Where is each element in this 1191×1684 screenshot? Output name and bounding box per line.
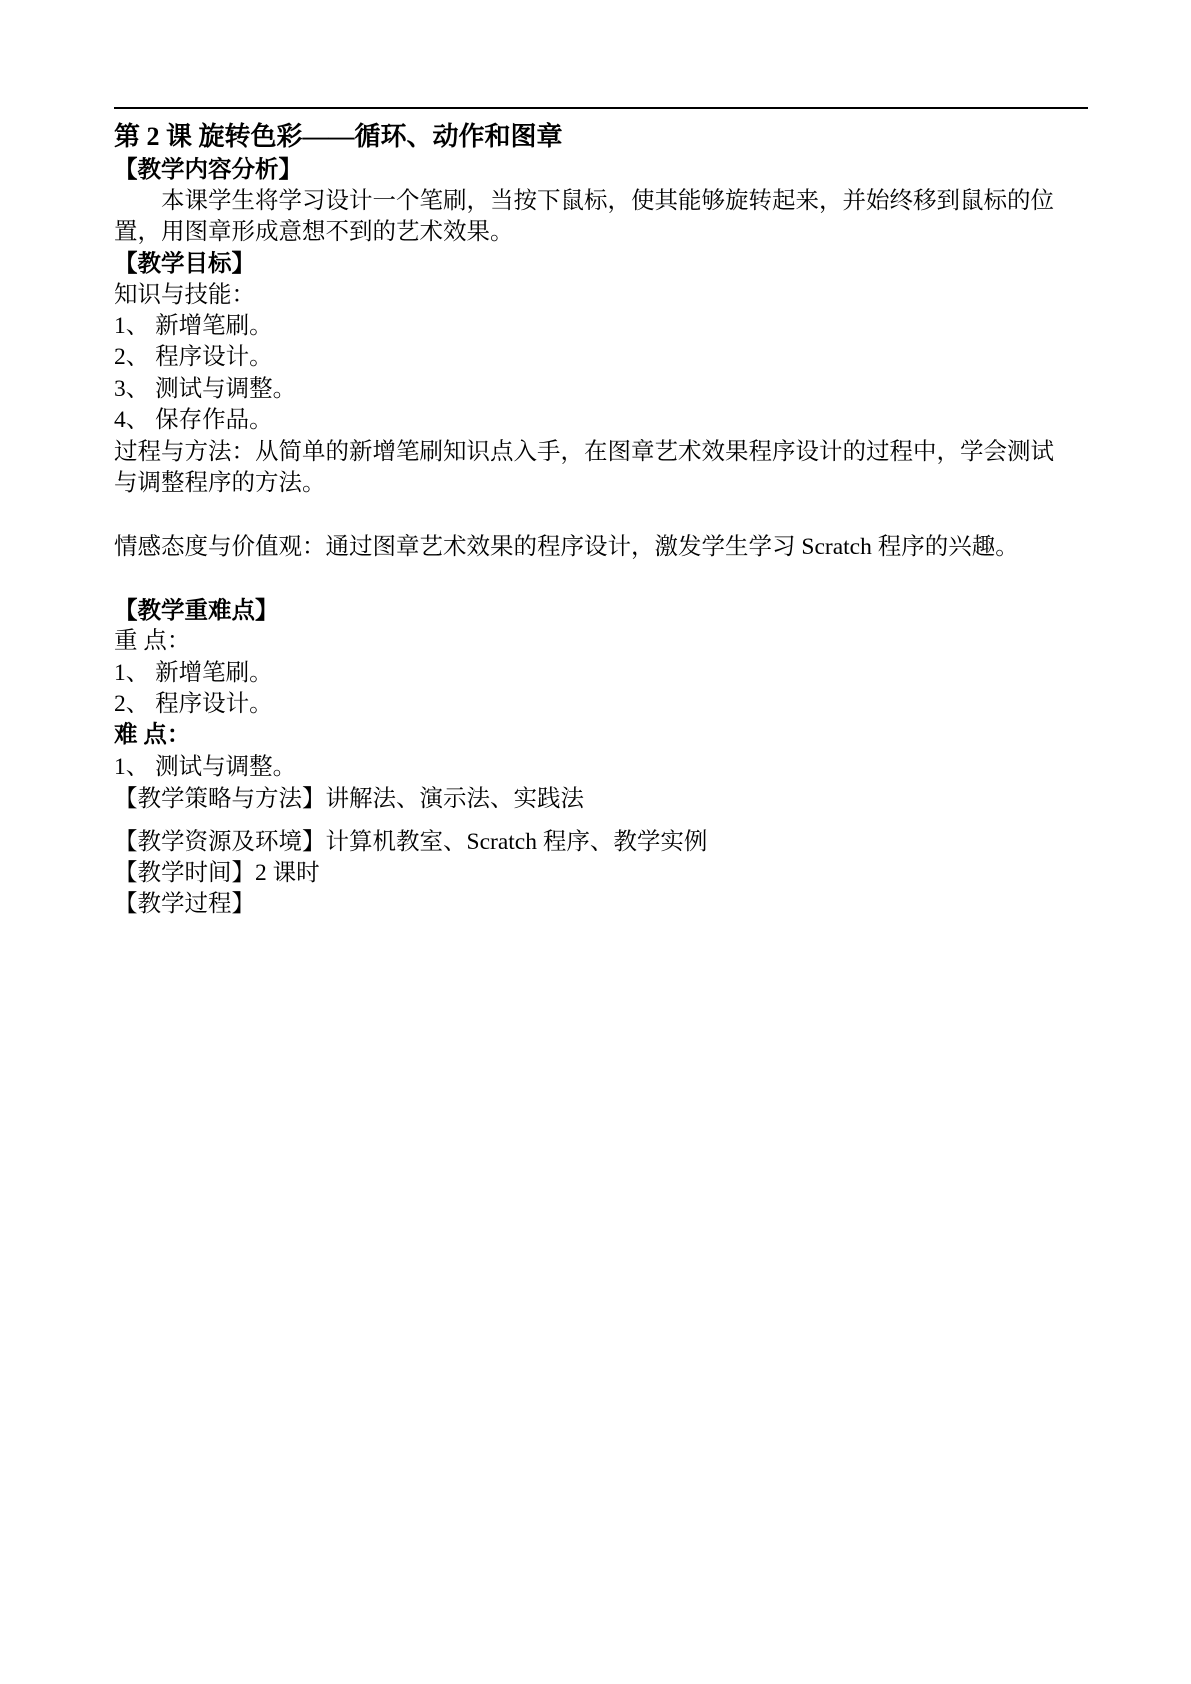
- emotion-values-text: 情感态度与价值观：通过图章艺术效果的程序设计，激发学生学习 Scratch 程序的兴趣。: [114, 534, 1019, 560]
- key-points-heading: 【教学重难点】: [114, 598, 279, 624]
- difficult-point-item: 1、 测试与调整。: [114, 754, 297, 780]
- strategy-text: 【教学策略与方法】讲解法、演示法、实践法: [114, 786, 584, 812]
- process-heading: 【教学过程】: [114, 891, 255, 917]
- lesson-title: 第 2 课 旋转色彩——循环、动作和图章: [114, 122, 563, 151]
- objectives-heading: 【教学目标】: [114, 251, 255, 277]
- process-method-line-2: 与调整程序的方法。: [114, 470, 326, 496]
- resources-text: 【教学资源及环境】计算机教室、Scratch 程序、教学实例: [114, 829, 708, 855]
- key-point-label: 重 点：: [114, 628, 191, 654]
- content-analysis-heading: 【教学内容分析】: [114, 157, 302, 183]
- objective-item: 3、 测试与调整。: [114, 376, 297, 402]
- process-method-line-1: 过程与方法：从简单的新增笔刷知识点入手，在图章艺术效果程序设计的过程中，学会测试: [114, 439, 1054, 465]
- content-analysis-text-line-2: 置，用图章形成意想不到的艺术效果。: [114, 219, 514, 245]
- key-point-item: 1、 新增笔刷。: [114, 660, 273, 686]
- knowledge-skills-label: 知识与技能：: [114, 282, 255, 308]
- key-point-item: 2、 程序设计。: [114, 691, 273, 717]
- objective-item: 1、 新增笔刷。: [114, 313, 273, 339]
- time-text: 【教学时间】2 课时: [114, 860, 320, 886]
- header-rule: [114, 107, 1088, 109]
- content-analysis-text-line-1: 本课学生将学习设计一个笔刷，当按下鼠标，使其能够旋转起来，并始终移到鼠标的位: [161, 188, 1054, 214]
- difficult-point-label: 难 点：: [114, 722, 191, 748]
- objective-item: 4、 保存作品。: [114, 407, 273, 433]
- objective-item: 2、 程序设计。: [114, 344, 273, 370]
